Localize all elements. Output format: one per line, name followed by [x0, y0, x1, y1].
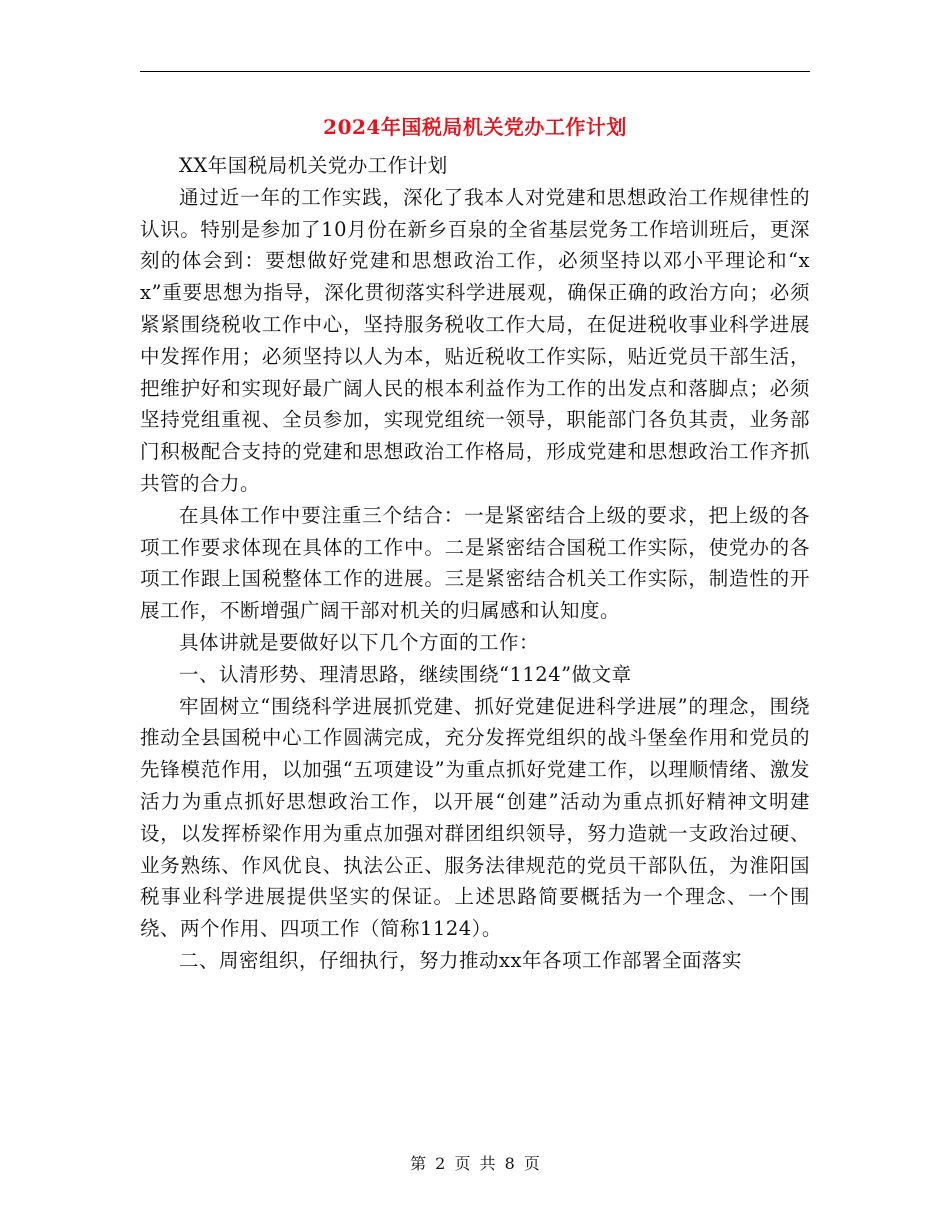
page-footer: 第 2 页 共 8 页 — [410, 1154, 540, 1173]
body-paragraph: 具体讲就是要做好以下几个方面的工作： — [179, 630, 540, 654]
header-rule — [140, 71, 810, 72]
body-paragraph: 在具体工作中要注重三个结合：一是紧密结合上级的要求，把上级的各项工作要求体现在具体的工作中。二是紧密结合国税工作实际，使党办的各项工作跟上国税整体工作的进展。三是紧密结合机关工作实际，制造性的开展工作，不断增强广阔干部对机关的归属感和认知度。 — [140, 503, 810, 623]
document-title: 2024年国税局机关党办工作计划 — [323, 115, 627, 139]
section-heading: 一、认清形势、理清思路，继续围绕“1124”做文章 — [179, 662, 632, 686]
subtitle-paragraph: XX年国税局机关党办工作计划 — [179, 154, 448, 177]
body-paragraph: 通过近一年的工作实践，深化了我本人对党建和思想政治工作规律性的认识。特别是参加了10月份在新乡百泉的全省基层党务工作培训班后，更深刻的体会到：要想做好党建和思想政治工作，必须坚持以邓小平理论和“xx”重要思想为指导，深化贯彻落实科学进展观，确保正确的政治方向；必须紧紧围绕税收工作中心，坚持服务税收工作大局，在促进税收事业科学进展中发挥作用；必须坚持以人为本，贴近税收工作实际，贴近党员干部生活，把维护好和实现好最广阔人民的根本利益作为工作的出发点和落脚点；必须坚持党组重视、全员参加，实现党组统一领导，职能部门各负其责，业务部门积极配合支持的党建和思想政治工作格局，形成党建和思想政治工作齐抓共管的合力。 — [140, 185, 810, 495]
section-heading: 二、周密组织，仔细执行，努力推动xx年各项工作部署全面落实 — [179, 948, 742, 972]
body-paragraph: 牢固树立“围绕科学进展抓党建、抓好党建促进科学进展”的理念，围绕推动全县国税中心工作圆满完成，充分发挥党组织的战斗堡垒作用和党员的先锋模范作用，以加强“五项建设”为重点抓好党建工作，以理顺情绪、激发活力为重点抓好思想政治工作，以开展“创建”活动为重点抓好精神文明建设，以发挥桥梁作用为重点加强对群团组织领导，努力造就一支政治过硬、业务熟练、作风优良、执法公正、服务法律规范的党员干部队伍，为淮阳国税事业科学进展提供坚实的保证。上述思路简要概括为一个理念、一个围绕、两个作用、四项工作（简称1124）。 — [140, 694, 810, 941]
document-body — [140, 150, 810, 977]
